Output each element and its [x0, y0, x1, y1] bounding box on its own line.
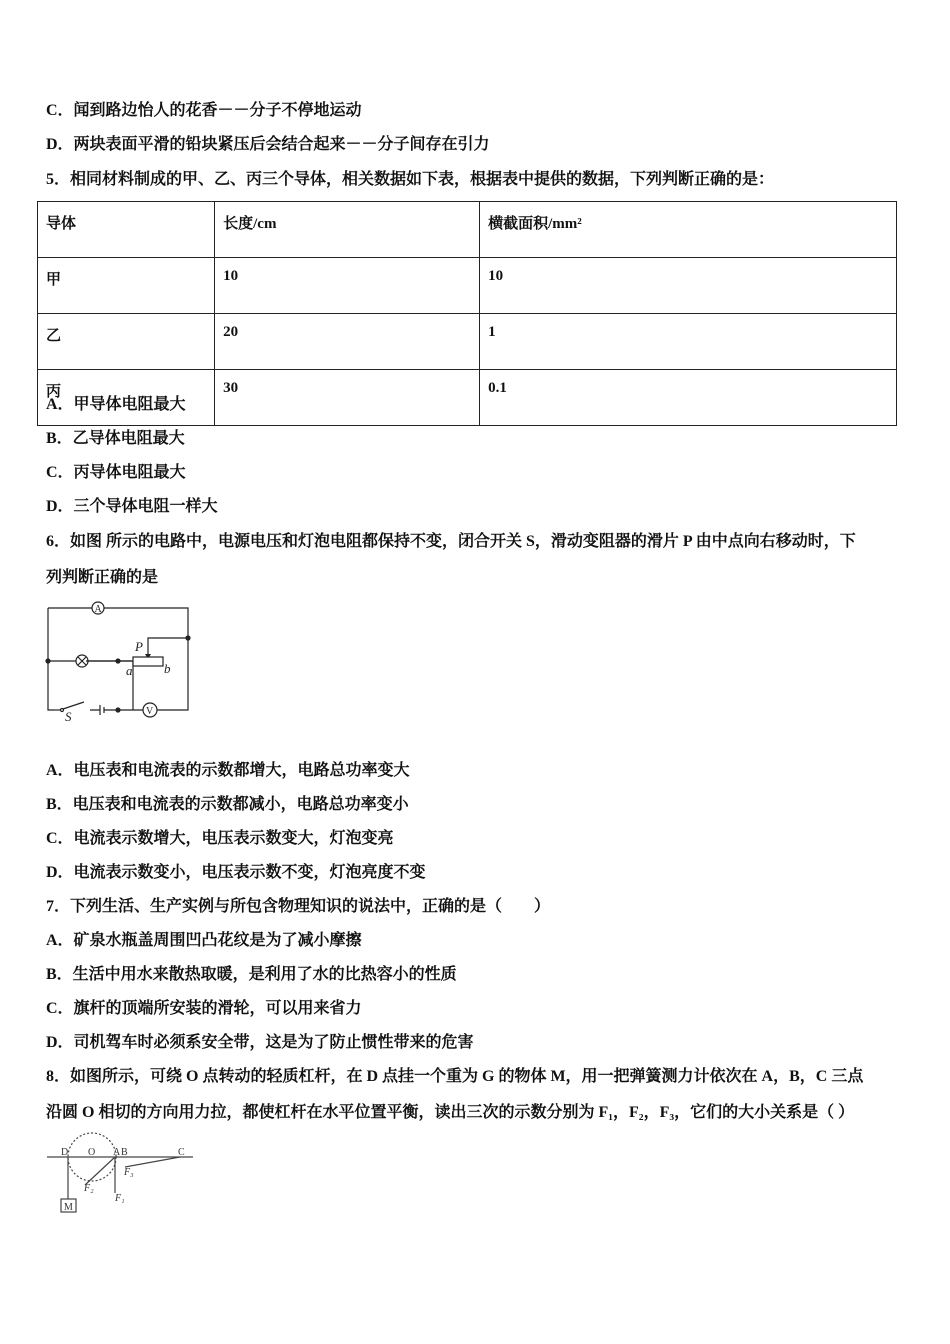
point-b-label: B: [121, 1147, 128, 1158]
table-cell: 丙: [38, 370, 215, 426]
q6-option-b: B．电压表和电流表的示数都减小，电路总功率变小: [46, 796, 409, 813]
q5-option-d: D．三个导体电阻一样大: [46, 498, 218, 515]
table-cell: 1: [480, 314, 897, 370]
end-b-label: b: [164, 661, 171, 676]
table-cell: 乙: [38, 314, 215, 370]
q8-stem: 8．如图所示，可绕 O 点转动的轻质杠杆，在 D 点挂一个重为 G 的物体 M，用一把弹簧测力计依次在 A，B，C 三点: [46, 1068, 864, 1085]
q6-stem: 6．如图 所示的电路中，电源电压和灯泡电阻都保持不变，闭合开关 S，滑动变阻器的滑片 P 由中点向右移动时，下: [46, 533, 856, 550]
point-c-label: C: [178, 1147, 185, 1158]
conductor-table: [37, 201, 897, 426]
q6-option-a: A．电压表和电流表的示数都增大，电路总功率变大: [46, 762, 410, 779]
point-o-label: O: [88, 1147, 96, 1158]
table-header: 导体: [38, 202, 215, 258]
q7-option-c: C．旗杆的顶端所安装的滑轮，可以用来省力: [46, 1000, 362, 1017]
table-header: 横截面积/mm²: [480, 202, 897, 258]
table-cell: 20: [215, 314, 480, 370]
point-d-label: D: [61, 1147, 69, 1158]
table-cell: 0.1: [480, 370, 897, 426]
slider-label: P: [135, 639, 143, 654]
q7-option-d: D．司机驾车时必须系安全带，这是为了防止惯性带来的危害: [46, 1034, 474, 1051]
table-header: 长度/cm: [215, 202, 480, 258]
circuit-diagram: [40, 595, 200, 725]
table-row: [38, 314, 897, 370]
table-cell: 10: [215, 258, 480, 314]
force-f2-label: F₂: [84, 1183, 94, 1194]
q5-option-a: A．甲导体电阻最大: [46, 396, 186, 413]
q5-option-c: C．丙导体电阻最大: [46, 464, 186, 481]
q5-option-b: B．乙导体电阻最大: [46, 430, 185, 447]
q4-option-c: C．闻到路边怡人的花香－－分子不停地运动: [46, 102, 362, 119]
q7-option-b: B．生活中用水来散热取暖，是利用了水的比热容小的性质: [46, 966, 457, 983]
q7-option-a: A．矿泉水瓶盖周围凹凸花纹是为了减小摩擦: [46, 932, 362, 949]
table-cell: 30: [215, 370, 480, 426]
table-row: [38, 258, 897, 314]
weight-m-label: M: [64, 1202, 73, 1213]
table-cell: 甲: [38, 258, 215, 314]
point-a-label: A: [113, 1147, 121, 1158]
q6-option-d: D．电流表示数变小，电压表示数不变，灯泡亮度不变: [46, 864, 426, 881]
q4-option-d: D．两块表面平滑的铅块紧压后会结合起来－－分子间存在引力: [46, 136, 490, 153]
q6-stem-cont: 列判断正确的是: [46, 569, 159, 586]
rheostat-icon: [133, 657, 163, 666]
q5-stem: 5．相同材料制成的甲、乙、丙三个导体，相关数据如下表，根据表中提供的数据，下列判断正确的是：: [46, 171, 775, 188]
switch-label: S: [65, 709, 72, 724]
force-f1-label: F₁: [115, 1193, 125, 1204]
force-f3-label: F₃: [124, 1167, 134, 1178]
end-a-label: a: [126, 663, 133, 678]
ammeter-label: A: [94, 604, 102, 615]
voltmeter-label: V: [146, 706, 154, 717]
q7-stem: 7．下列生活、生产实例与所包含物理知识的说法中，正确的是（ ）: [46, 898, 551, 915]
table-cell: 10: [480, 258, 897, 314]
q8-stem-cont: 沿圆 O 相切的方向用力拉，都使杠杆在水平位置平衡，读出三次的示数分别为 F₁，F₂，F₃，它们的大小关系是（ ）: [46, 1104, 855, 1121]
table-header-row: [38, 202, 897, 258]
lever-diagram: [40, 1135, 200, 1220]
battery-icon: [90, 705, 118, 715]
q6-option-c: C．电流表示数增大，电压表示数变大，灯泡变亮: [46, 830, 394, 847]
